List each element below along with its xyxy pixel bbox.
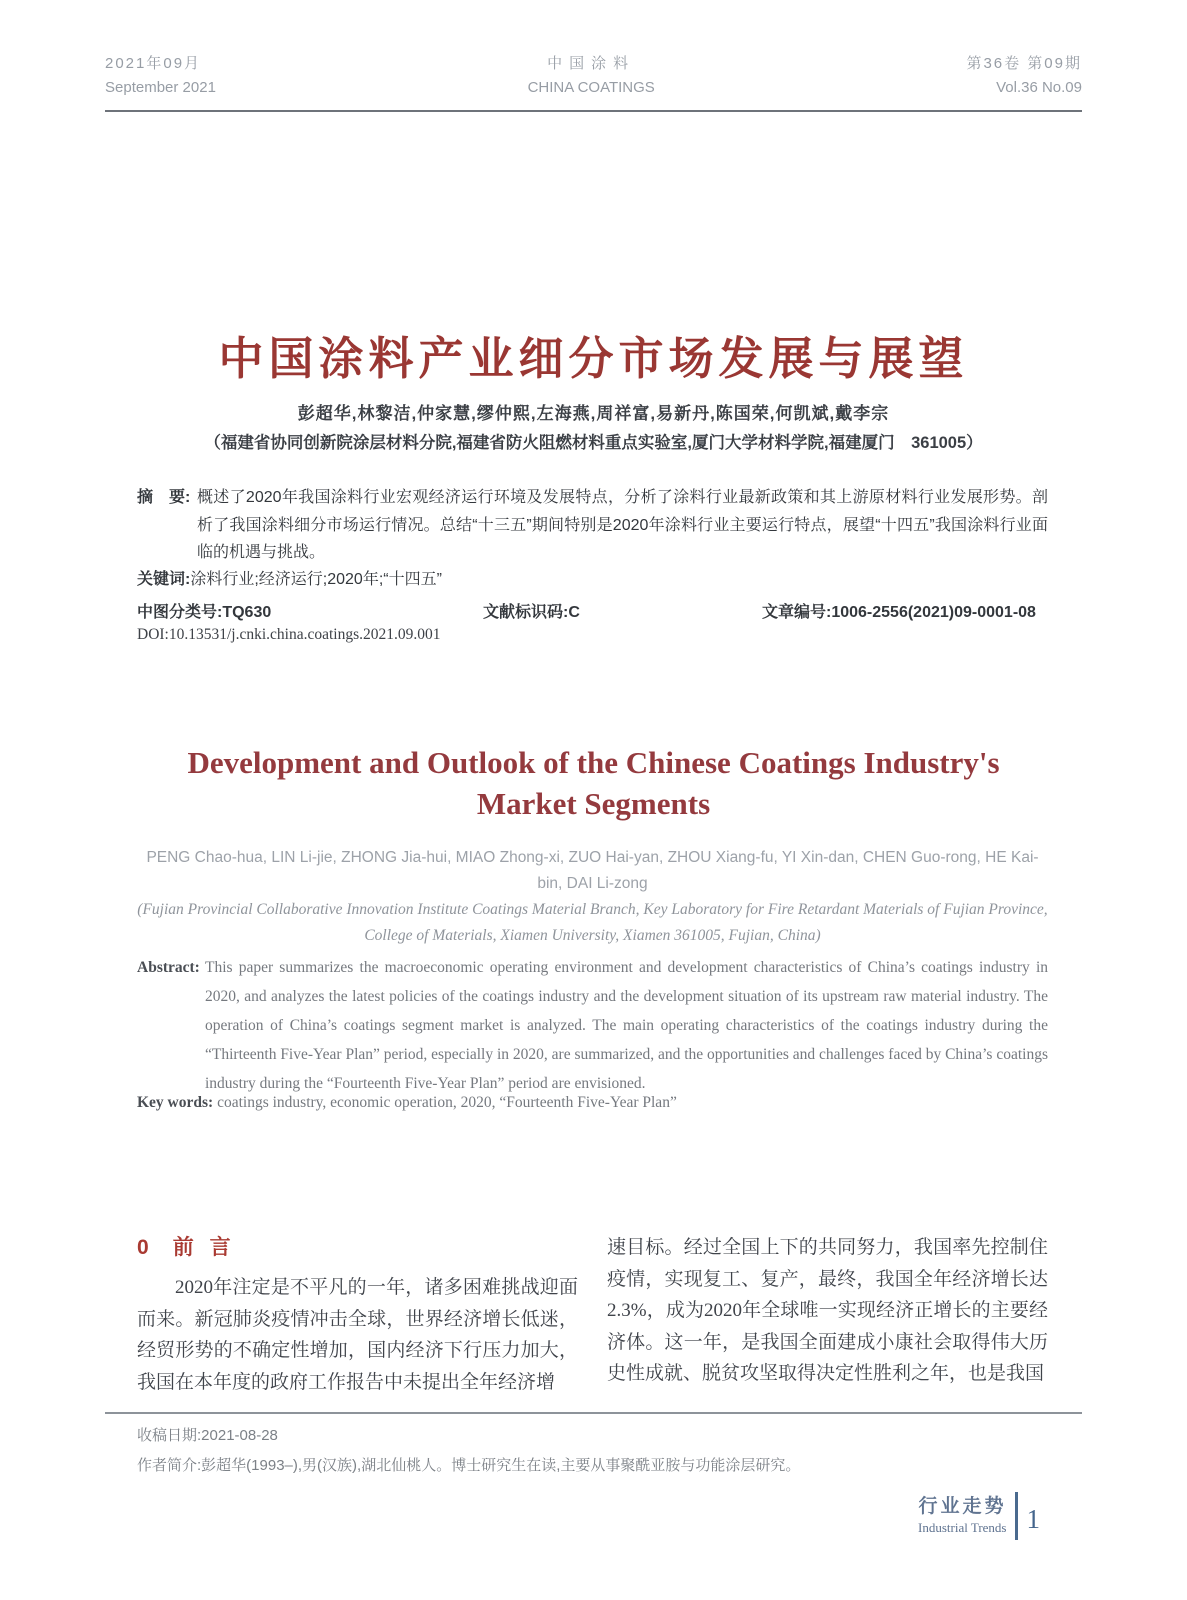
intro-paragraph-left: 2020年注定是不平凡的一年，诸多困难挑战迎面而来。新冠肺炎疫情冲击全球，世界经济增长低迷，经贸形势的不确定性增加，国内经济下行压力加大，我国在本年度的政府工作报告中未提出全年经济增 (137, 1277, 578, 1393)
footer-column-label (918, 1495, 1006, 1537)
authors-zh: 彭超华,林黎洁,仲家慧,缪仲熙,左海燕,周祥富,易新丹,陈国荣,何凯斌,戴李宗 (297, 404, 890, 423)
header-issue (966, 52, 1082, 100)
document-code: 文献标识码:C (483, 604, 580, 621)
abstract-en (137, 953, 1048, 1098)
article-title-en-line2: Market Segments (476, 786, 711, 821)
section-0-heading (137, 1232, 578, 1263)
abstract-en-text: This paper summarizes the macroeconomic operating environment and development characteristics of China’s coatings industry in 2020, and analyzes the latest policies of the coatings industry and the development situation of its upstream raw material industry. The operation of China’s coatings segment market is analyzed. The main operating characteristics of the coatings industry during the “Thirteenth Five-Year Plan” period, especially in 2020, are summarized, and the opportunities and challenges faced by China’s coatings industry during the “Fourteenth Five-Year Plan” period are envisioned. (205, 959, 1048, 1092)
keywords-en-label: Key words: (137, 1094, 214, 1111)
intro-paragraph-right: 速目标。经过全国上下的共同努力，我国率先控制住疫情，实现复工、复产，最终，我国全年经济增长达2.3%，成为2020年全球唯一实现经济正增长的主要经济体。这一年，是我国全面建成小康社会取得伟大历史性成就、脱贫攻坚取得决定性胜利之年，也是我国 (607, 1237, 1048, 1384)
section-number: 0 (137, 1236, 149, 1259)
header-issue-zh: 第36卷 第09期 (966, 55, 1082, 72)
article-title-zh: 中国涂料产业细分市场发展与展望 (218, 333, 969, 384)
abstract-zh-label: 摘 要: (137, 489, 191, 506)
keywords-zh (137, 566, 1048, 589)
footnote (137, 1421, 1048, 1481)
keywords-zh-text: 涂料行业;经济运行;2020年;“十四五” (190, 571, 442, 588)
footer-column-zh: 行业走势 (918, 1496, 1007, 1517)
header-date-zh: 2021年09月 (105, 55, 202, 72)
affiliation-zh: （福建省协同创新院涂层材料分院,福建省防火阻燃材料重点实验室,厦门大学材料学院,福建厦门 361005） (204, 434, 983, 452)
footer-column-en: Industrial Trends (918, 1520, 1007, 1535)
section-title: 前言 (172, 1236, 247, 1259)
page-number: 1 (1026, 1503, 1040, 1534)
abstract-zh (137, 484, 1048, 567)
header-date-en: September 2021 (105, 79, 216, 96)
header-issue-en: Vol.36 No.09 (996, 79, 1082, 96)
left-column (137, 1232, 578, 1398)
meta-row (137, 599, 1048, 622)
article-title-en (105, 742, 1082, 824)
authors-en: PENG Chao-hua, LIN Li-jie, ZHONG Jia-hui, MIAO Zhong-xi, ZUO Hai-yan, ZHOU Xiang-fu, YI Xin-dan, CHEN Guo-rong, HE Kai-bin, DAI Li-zong (146, 849, 1039, 892)
keywords-en (137, 1094, 1048, 1112)
footer-divider (1015, 1492, 1018, 1540)
affiliation-en: (Fujian Provincial Collaborative Innovation Institute Coatings Material Branch, Key Laboratory for Fire Retardant Materials of Fujian Province, College of Materials, Xiamen University, Xiamen 361005, Fujian, China) (137, 901, 1048, 944)
abstract-en-label: Abstract: (137, 959, 200, 976)
clc-number: 中图分类号:TQ630 (137, 604, 272, 621)
journal-name-zh: 中国涂料 (547, 55, 636, 72)
received-date: 收稿日期:2021-08-28 (137, 1427, 278, 1444)
page-footer (918, 1492, 1040, 1540)
page-header (105, 52, 1082, 100)
author-bio: 作者简介:彭超华(1993–),男(汉族),湖北仙桃人。博士研究生在读,主要从事聚酰亚胺与功能涂层研究。 (137, 1457, 801, 1474)
doi: DOI:10.13531/j.cnki.china.coatings.2021.09.001 (137, 626, 441, 643)
keywords-en-text: coatings industry, economic operation, 2020, “Fourteenth Five-Year Plan” (217, 1094, 677, 1111)
keywords-zh-label: 关键词: (137, 571, 191, 588)
article-number: 文章编号:1006-2556(2021)09-0001-08 (762, 604, 1036, 621)
footnote-rule (105, 1412, 1082, 1414)
journal-name (528, 52, 655, 100)
abstract-zh-text: 概述了2020年我国涂料行业宏观经济运行环境及发展特点，分析了涂料行业最新政策和其上游原材料行业发展形势。剖析了我国涂料细分市场运行情况。总结“十三五”期间特别是2020年涂料行业主要运行特点，展望“十四五”我国涂料行业面临的机遇与挑战。 (197, 489, 1048, 561)
article-title-en-line1: Development and Outlook of the Chinese Coatings Industry's (187, 745, 1000, 780)
journal-name-en: CHINA COATINGS (527, 79, 655, 96)
right-column (607, 1232, 1048, 1398)
header-date (105, 52, 216, 100)
header-rule (105, 110, 1082, 112)
body-columns (137, 1232, 1048, 1398)
